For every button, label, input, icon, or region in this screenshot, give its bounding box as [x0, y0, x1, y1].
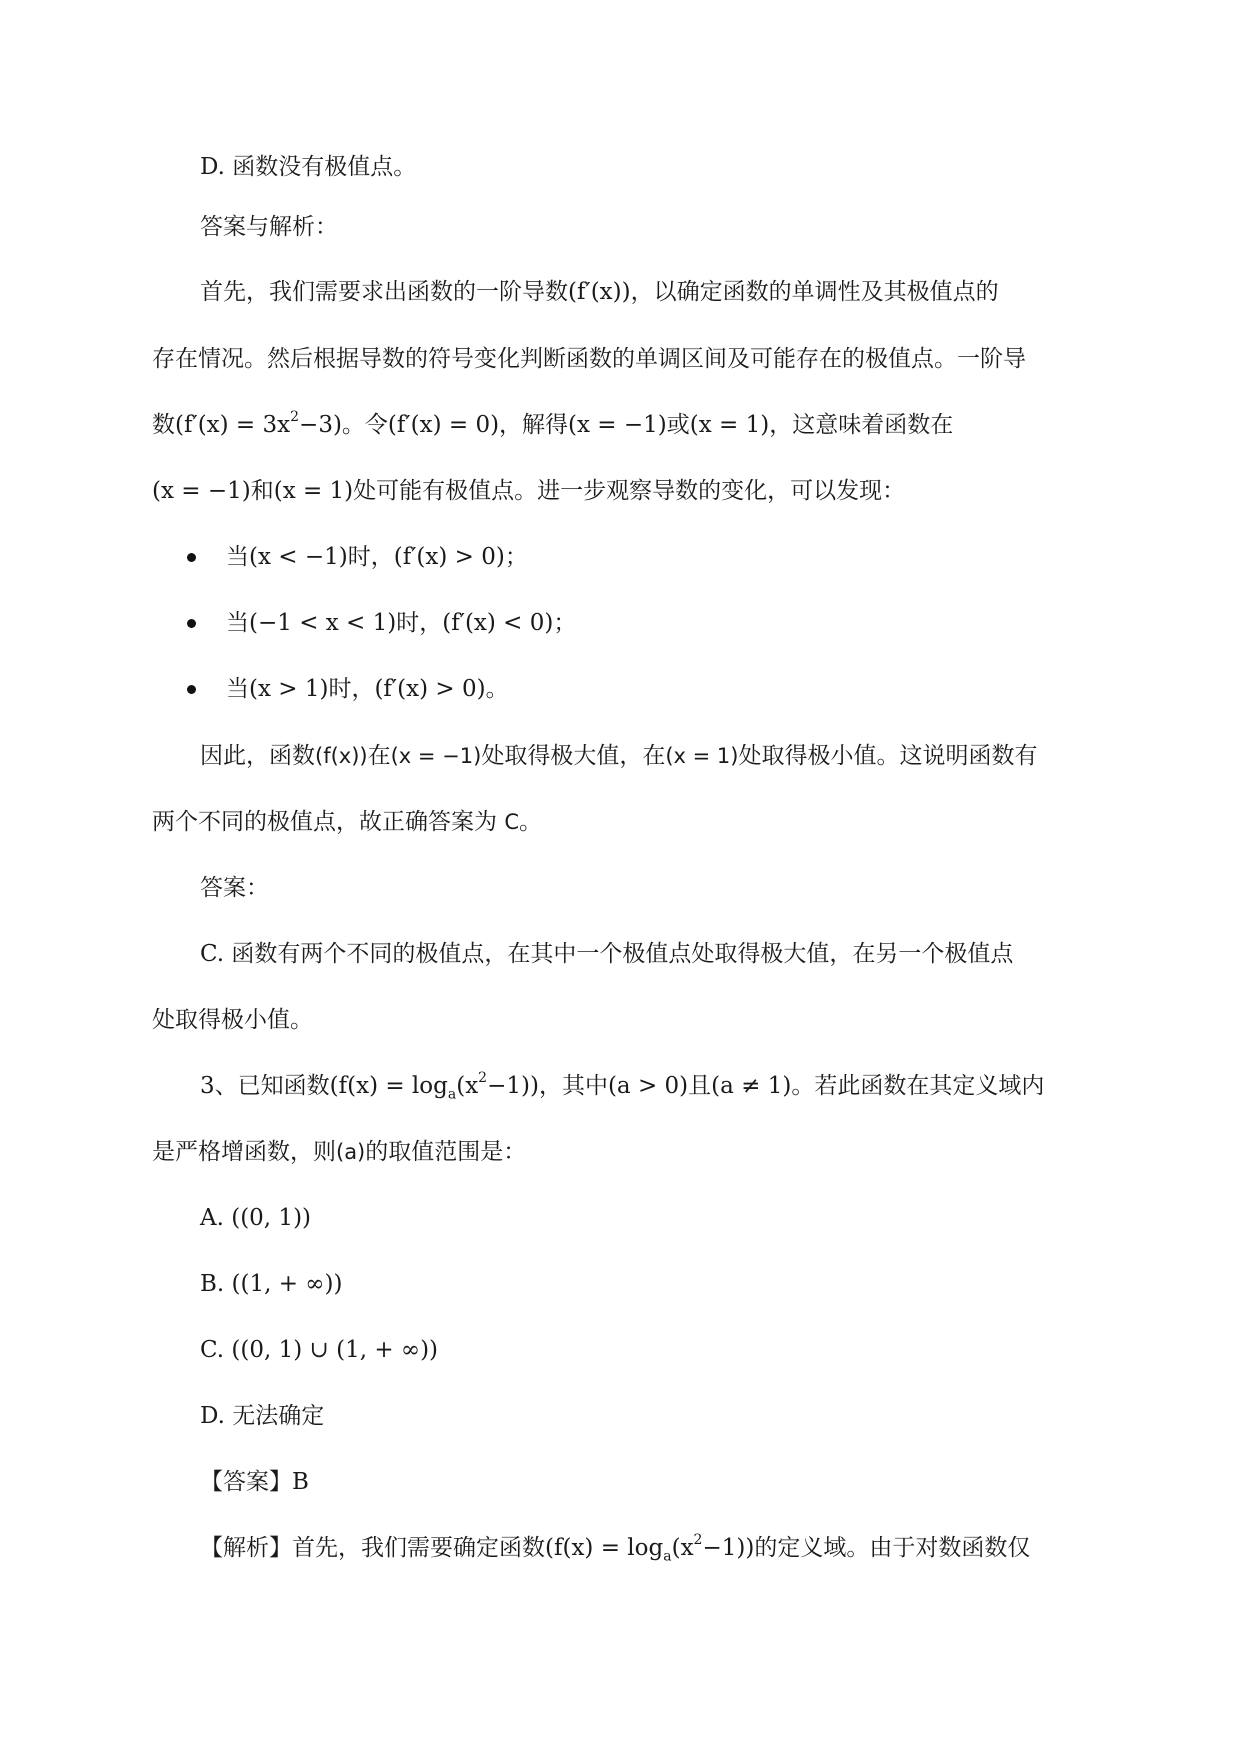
paragraph-2-line-2: 两个不同的极值点，故正确答案为 C。 [152, 809, 542, 835]
option-b: B. ((1, + ∞)) [200, 1271, 343, 1297]
paragraph-2-line-1: 因此，函数(f(x))在(x = −1)处取得极大值，在(x = 1)处取得极小值。这说明函数有 [200, 743, 1038, 769]
bullet-item: 当(x < −1)时，(f′(x) > 0)； [226, 544, 528, 570]
question-3-line-1: 3、已知函数$(f(x) = \log_a(x^2-1))$，其中(a > 0)且(a ≠ 1)。若此函数在其定义域内 [200, 1070, 1045, 1103]
option-c: C. ((0, 1) ∪ (1, + ∞)) [200, 1337, 439, 1363]
paragraph-1-line-1: 首先，我们需要求出函数的一阶导数(f′(x))，以确定函数的单调性及其极值点的 [200, 279, 999, 305]
answer-heading: 答案： [200, 875, 269, 901]
question-3-line-2: 是严格增函数，则(a)的取值范围是： [152, 1139, 527, 1165]
bullet-item: 当(x > 1)时，(f′(x) > 0)。 [226, 676, 509, 702]
paragraph-1-line-3: 数$(f'(x) = 3x^2-3)$。令(f′(x) = 0)，解得(x = −1)或(x = 1)，这意味着函数在 [152, 409, 954, 438]
answer-c-line-1: C. 函数有两个不同的极值点，在其中一个极值点处取得极大值，在另一个极值点 [200, 941, 1014, 967]
option-d-previous: D. 函数没有极值点。 [200, 154, 417, 180]
analysis-line-1: 【解析】首先，我们需要确定函数$(f(x) = \log_a(x^2-1))$的定义域。由于对数函数仅 [200, 1532, 1031, 1565]
bullet-marker [187, 619, 196, 628]
bullet-item: 当(−1 < x < 1)时，(f′(x) < 0)； [226, 610, 577, 636]
answer-analysis-heading: 答案与解析： [200, 214, 338, 240]
option-a: A. ((0, 1)) [200, 1205, 312, 1231]
answer-label: 【答案】B [200, 1469, 309, 1495]
paragraph-1-line-2: 存在情况。然后根据导数的符号变化判断函数的单调区间及可能存在的极值点。一阶导 [152, 346, 1026, 372]
bullet-marker [187, 685, 196, 694]
option-d: D. 无法确定 [200, 1403, 325, 1429]
answer-c-line-2: 处取得极小值。 [152, 1007, 313, 1033]
bullet-marker [187, 553, 196, 562]
paragraph-1-line-4: (x = −1)和(x = 1)处可能有极值点。进一步观察导数的变化，可以发现： [152, 478, 906, 504]
